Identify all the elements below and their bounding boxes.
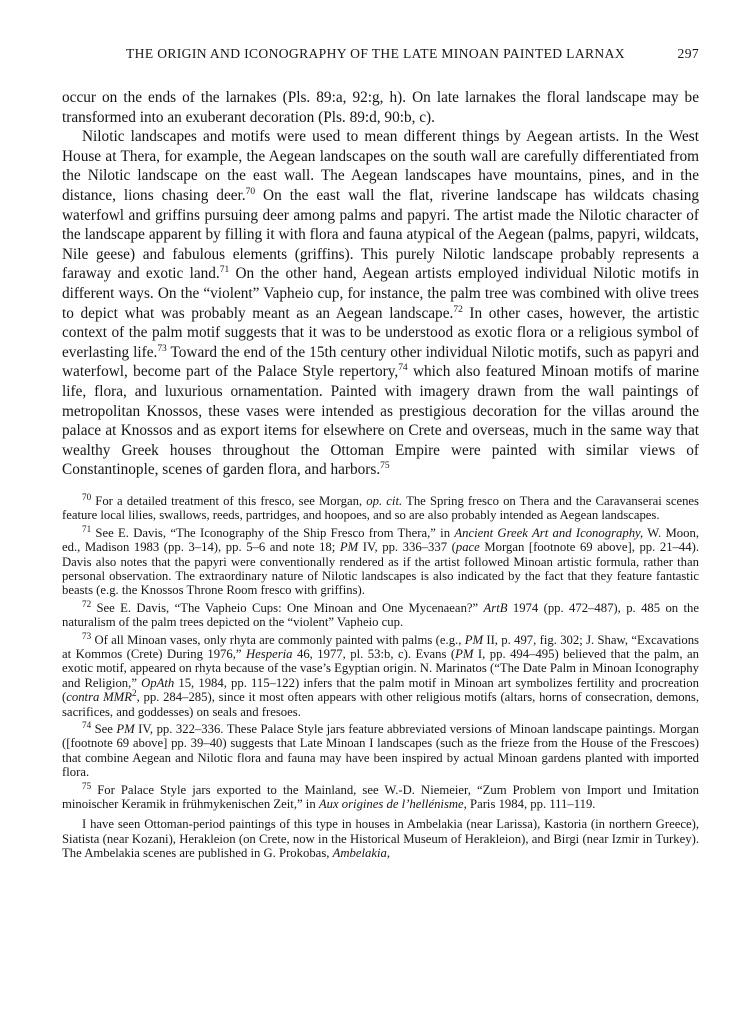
footnote-text: The Spring fresco on Thera and the Caravanserai scenes feature local lilies, swallows, reeds, partridges, and hoopoes, and so are also probably intended as Aegean landscapes. [62, 493, 699, 523]
footnote-italic: Ambelakia, [332, 846, 391, 861]
footnote-ref-70[interactable]: 70 [245, 186, 256, 197]
footnote-number: 70 [82, 491, 92, 502]
footnote-text: , pp. 284–285), since it most often appears with other religious motifs (altars, horns of consecration, demons, sacrifices, and goddesses) on seals and fresoes. [62, 690, 699, 719]
footnote-text: 46, 1977, pl. 53:b, c). Evans ( [292, 646, 456, 661]
footnote-italic: OpAth [141, 675, 175, 690]
footnote-italic: PM [464, 632, 484, 647]
footnote-75 [62, 780, 699, 812]
footnote-71 [62, 523, 699, 598]
footnote-text: II, p. 497, fig. 302; J. Shaw, “Excavations at Kommos (Crete) During 1976,” [62, 632, 699, 661]
footnote-text: Morgan [footnote 69 above], pp. 21–44). Davis also notes that the papyri were conventionally rendered as if the artist followed Minoan artistic formula, rather than personal observation. The extraordinary nature of Nilotic landscapes is also indicated by the fact that they feature fantastic beasts (e.g. the Knossos Throne Room fresco with griffins). [62, 540, 699, 598]
footnote-italic: PM [455, 646, 474, 661]
paragraph-2 [62, 127, 699, 480]
running-title: THE ORIGIN AND ICONOGRAPHY OF THE LATE MINOAN PAINTED LARNAX [126, 46, 625, 61]
edition-superscript: 2 [132, 687, 137, 698]
footnote-ref-72[interactable]: 72 [453, 304, 463, 315]
footnote-73 [62, 630, 700, 719]
footnote-text: 1974 (pp. 472–487), p. 485 on the naturalism of the palm trees depicted on the “violent” Vapheio cup. [62, 600, 699, 630]
footnote-number: 74 [82, 719, 92, 730]
footnotes [62, 491, 700, 861]
footnote-ref-73[interactable]: 73 [157, 343, 167, 354]
main-text [62, 88, 699, 480]
page-number: 297 [677, 46, 699, 61]
footnote-italic: pace [455, 540, 480, 555]
footnote-italic: contra MMR [66, 690, 132, 705]
footnote-text: For a detailed treatment of this fresco, see Morgan, [91, 493, 367, 508]
paragraph-1: occur on the ends of the larnakes (Pls. 89:a, 92:g, h). On late larnakes the floral landscape may be transformed into an exuberant decoration (Pls. 89:d, 90:b, c). [62, 89, 699, 126]
running-header [62, 0, 699, 68]
footnote-ref-75[interactable]: 75 [380, 461, 390, 472]
text-segment: Nilotic landscapes and motifs were used to mean different things by Aegean artists. In the West House at Thera, for example, the Aegean landscapes on the south wall are carefully differentiated from the Nilotic landscape on the east wall. The Aegean landscapes have mountains, pines, and in the distance, lions chasing deer. [62, 128, 699, 204]
footnote-72 [62, 598, 699, 630]
footnote-text: Paris 1984, pp. 111–119. [466, 797, 596, 811]
footnote-text: I have seen Ottoman-period paintings of this type in houses in Ambelakia (near Larissa), Kastoria (in northern Greece), Siatista (near Kozani), Herakleion (on Crete, now in the Historical Museum of Herakleion), and Birgi (near Izmir in Turkey). The Ambelakia scenes are published in G. Prokobas, [62, 817, 699, 861]
footnote-italic: op. cit. [366, 493, 403, 508]
footnote-text: IV, pp. 336–337 ( [358, 540, 456, 555]
text-segment: which also featured Minoan motifs of marine life, flora, and luxurious ornamentation. Painted with imagery drawn from the wall paintings of metropolitan Knossos, these vases were intended as prestigious decoration for the villas around the palace at Knossos and as export items for elsewhere on Crete and overseas, much in the same way that wealthy Greek houses throughout the Ottoman Empire were painted with similar views of Constantinople, scenes of garden flora, and harbors. [62, 363, 699, 479]
footnote-number: 71 [82, 523, 92, 534]
footnote-text: See [91, 721, 117, 736]
footnote-italic: ArtB [483, 600, 508, 615]
footnote-number: 73 [82, 630, 92, 641]
footnote-italic: PM [339, 540, 359, 555]
footnote-italic: Hesperia [246, 646, 293, 661]
footnote-text: For Palace Style jars exported to the Mainland, see W.-D. Niemeier, “Zum Problem von Import und Imitation minoischer Keramik in frühmykenischen Zeit,” in [62, 782, 699, 811]
footnote-text: See E. Davis, “The Iconography of the Ship Fresco from Thera,” in [91, 525, 455, 540]
footnote-ref-71[interactable]: 71 [219, 265, 230, 276]
footnote-text: I, pp. 494–495) believed that the palm, an exotic motif, appeared on rhyta because of the vase’s Egyptian origin. N. Marinatos (“The Date Palm in Minoan Iconography and Religion,” [62, 646, 700, 690]
footnote-text: See E. Davis, “The Vapheio Cups: One Minoan and One Mycenaean?” [91, 600, 484, 615]
footnote-italic: PM [116, 721, 135, 736]
text-segment: Toward the end of the 15th century other individual Nilotic motifs, such as papyri and waterfowl, become part of the Palace Style repertory, [62, 343, 699, 381]
footnote-italic: Aux origines de l’hellénisme, [318, 797, 467, 811]
footnote-74 [62, 719, 700, 780]
footnote-text: IV, pp. 322–336. These Palace Style jars feature abbreviated versions of Minoan landscape paintings. Morgan ([footnote 69 above] pp. 39–40) suggests that Late Minoan I landscapes (such as the frieze from the House of the Frescoes) that combine Aegean and Nilotic flora and fauna may have been inspired by actual Minoan gardens planted with imported flora. [62, 721, 700, 780]
footnote-number: 72 [82, 598, 92, 609]
text-segment: In other cases, however, the artistic context of the palm motif suggests that it was to be understood as exotic flora or a religious symbol of everlasting life. [62, 304, 699, 361]
footnote-ref-74[interactable]: 74 [398, 363, 408, 374]
footnote-text: Of all Minoan vases, only rhyta are commonly painted with palms (e.g., [91, 632, 465, 647]
footnote-number: 75 [82, 780, 92, 791]
footnote-text: W. Moon, ed., Madison 1983 (pp. 3–14), pp. 5–6 and note 18; [62, 525, 699, 555]
text-segment: On the other hand, Aegean artists employed individual Nilotic motifs in different ways. On the “violent” Vapheio cup, for instance, the palm tree was combined with olive trees to depict what was probably meant as an Aegean landscape. [62, 265, 699, 322]
text-segment: On the east wall the flat, riverine landscape has wildcats chasing waterfowl and griffins pursuing deer among palms and papyri. The artist made the Nilotic character of the landscape apparent by filling it with flora and fauna atypical of the Aegean (palms, papyri, wildcats, Nile geese) and fabulous elements (griffins). This purely Nilotic landscape probably represents a faraway and exotic land. [62, 186, 699, 283]
footnote-text: 15, 1984, pp. 115–122) infers that the palm motif in Minoan art symbolizes fertility and procreation ( [62, 675, 699, 705]
footnote-70 [62, 491, 699, 523]
footnote-italic: Ancient Greek Art and Iconography, [454, 525, 644, 540]
footnote-75-continuation [62, 817, 699, 860]
